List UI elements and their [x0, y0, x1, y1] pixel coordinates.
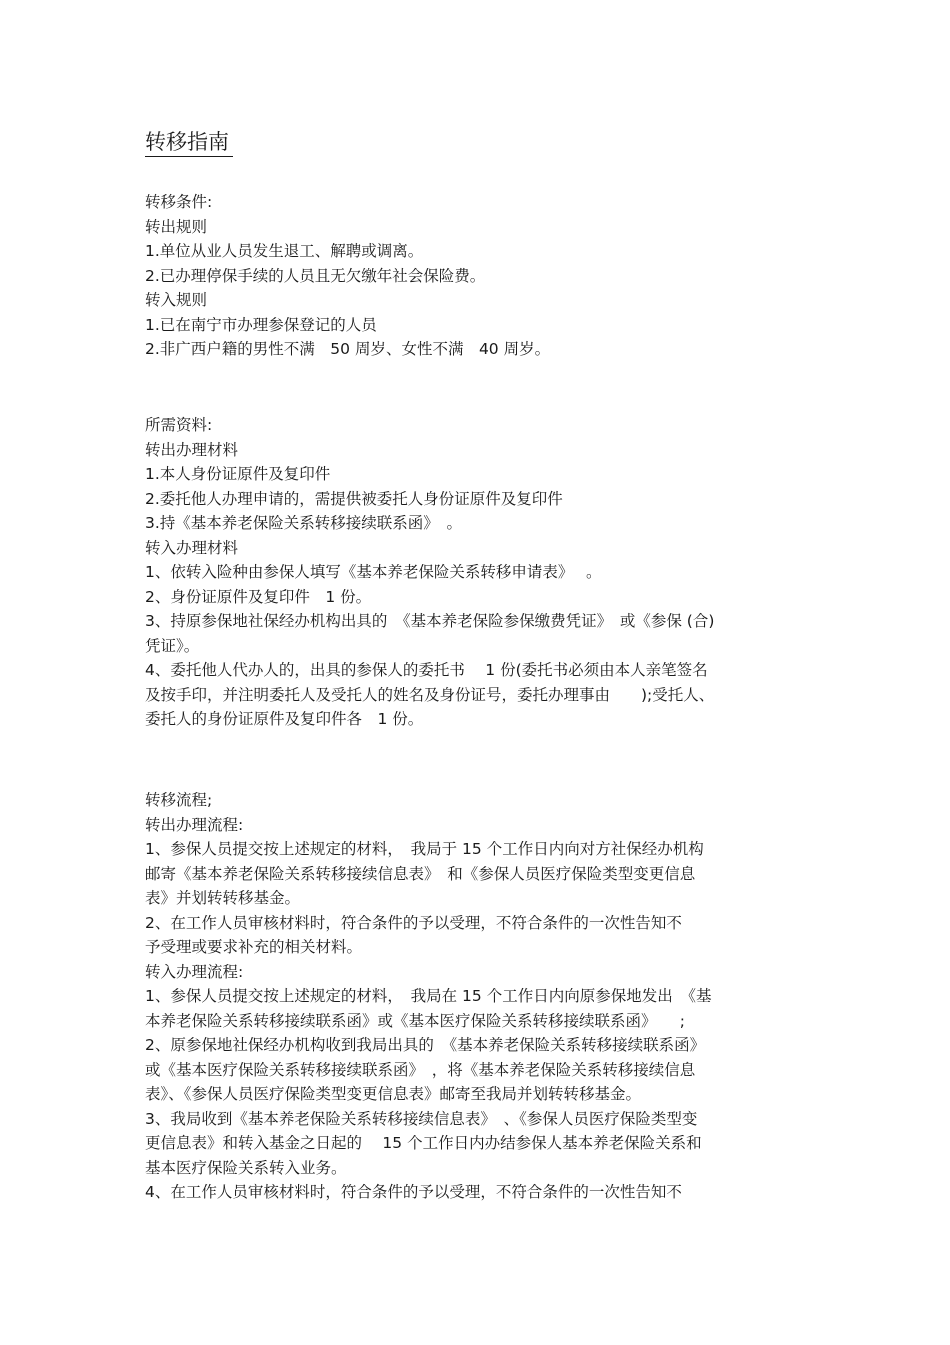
- text-line: 予受理或要求补充的相关材料。: [145, 938, 363, 956]
- text-line: 表》并划转转移基金。: [145, 889, 301, 907]
- section-heading: 转移流程;: [145, 791, 213, 809]
- text-line: 2、在工作人员审核材料时，符合条件的予以受理，不符合条件的一次性告知不: [145, 913, 682, 932]
- text-line: 基本医疗保险关系转入业务。: [145, 1158, 347, 1177]
- text-line: 2.委托他人办理申请的，需提供被委托人身份证原件及复印件: [145, 489, 563, 508]
- section-transfer-conditions: [145, 190, 815, 362]
- text-line: 及按手印，并注明委托人及受托人的姓名及身份证号，委托办理事由 );受托人、: [145, 685, 715, 704]
- subheading: 转出规则: [145, 217, 208, 236]
- page-title: 转移指南: [145, 128, 233, 157]
- text-line: 1、依转入险种由参保人填写《基本养老保险关系转移申请表》 。: [145, 563, 602, 581]
- text-line: 1、参保人员提交按上述规定的材料， 我局于 15 个工作日内向对方社保经办机构: [145, 840, 704, 858]
- section-heading: 所需资料:: [145, 416, 213, 434]
- text-line: 2.非广西户籍的男性不满 50 周岁、女性不满 40 周岁。: [145, 340, 551, 358]
- text-line: 1.单位从业人员发生退工、解聘或调离。: [145, 242, 424, 260]
- text-line: 或《基本医疗保险关系转移接续联系函》 ，将《基本养老保险关系转移接续信息: [145, 1060, 696, 1079]
- text-line: 1、参保人员提交按上述规定的材料， 我局在 15 个工作日内向原参保地发出 《基: [145, 987, 712, 1005]
- text-line: 3、持原参保地社保经办机构出具的 《基本养老保险参保缴费凭证》 或《参保 (合): [145, 612, 715, 630]
- section-transfer-process: [145, 788, 815, 1205]
- section-heading: 转移条件:: [145, 193, 213, 211]
- text-line: 3、我局收到《基本养老保险关系转移接续信息表》 、《参保人员医疗保险类型变: [145, 1109, 698, 1128]
- text-line: 2、身份证原件及复印件 1 份。: [145, 587, 372, 606]
- text-line: 4、在工作人员审核材料时，符合条件的予以受理，不符合条件的一次性告知不: [145, 1183, 682, 1201]
- text-line: 更信息表》和转入基金之日起的 15 个工作日内办结参保人基本养老保险关系和: [145, 1134, 702, 1152]
- subheading: 转入规则: [145, 291, 208, 309]
- text-line: 1.已在南宁市办理参保登记的人员: [145, 315, 377, 334]
- text-line: 凭证》。: [145, 636, 200, 655]
- text-line: 本养老保险关系转移接续联系函》或《基本医疗保险关系转移接续联系函》 ;: [145, 1011, 685, 1030]
- subheading: 转入办理流程:: [145, 962, 244, 981]
- text-line: 委托人的身份证原件及复印件各 1 份。: [145, 710, 424, 728]
- text-line: 4、委托他人代办人的，出具的参保人的委托书 1 份(委托书必须由本人亲笔签名: [145, 661, 708, 679]
- subheading: 转入办理材料: [145, 538, 239, 557]
- text-line: 邮寄《基本养老保险关系转移接续信息表》 和《参保人员医疗保险类型变更信息: [145, 864, 696, 883]
- text-line: 2.已办理停保手续的人员且无欠缴年社会保险费。: [145, 266, 486, 285]
- text-line: 表》、《参保人员医疗保险类型变更信息表》邮寄至我局并划转转移基金。: [145, 1085, 642, 1103]
- text-line: 1.本人身份证原件及复印件: [145, 465, 331, 483]
- text-line: 3.持《基本养老保险关系转移接续联系函》 。: [145, 514, 463, 532]
- subheading: 转出办理流程:: [145, 815, 244, 834]
- section-required-materials: [145, 413, 815, 732]
- text-line: 2、原参保地社保经办机构收到我局出具的 《基本养老保险关系转移接续联系函》: [145, 1036, 706, 1054]
- subheading: 转出办理材料: [145, 440, 239, 459]
